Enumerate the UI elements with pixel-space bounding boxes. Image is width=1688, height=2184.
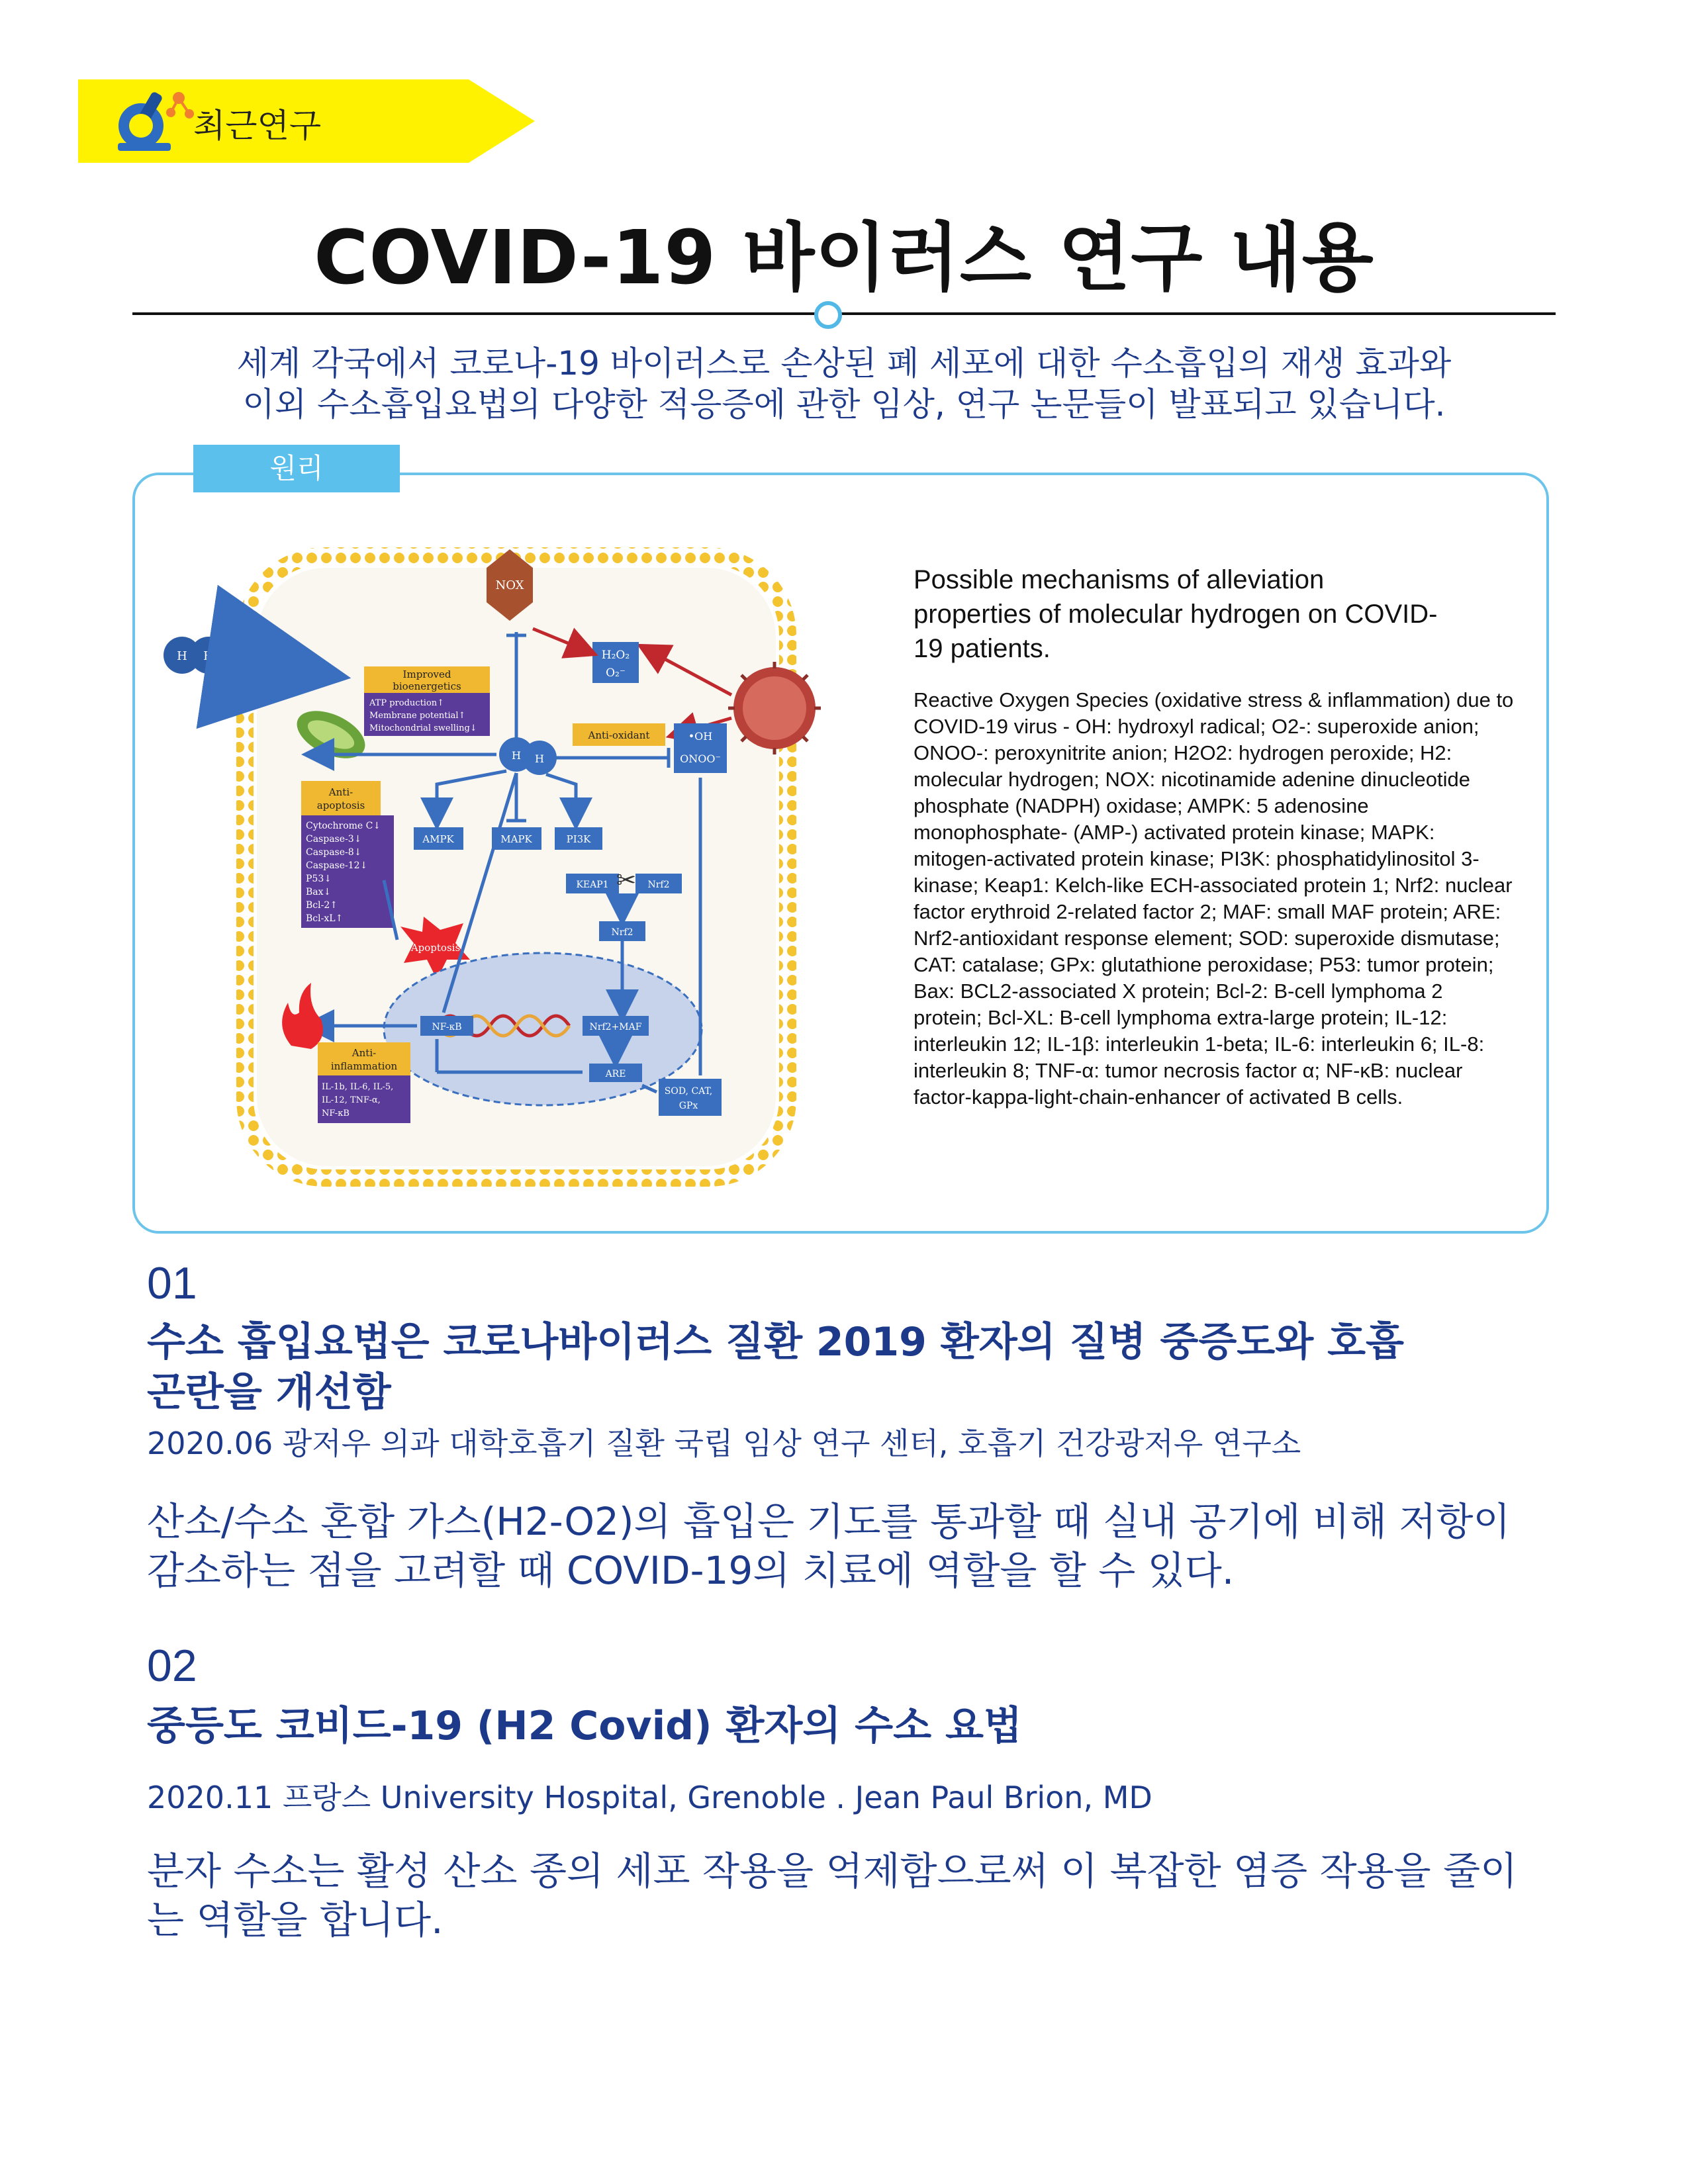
svg-text:bioenergetics: bioenergetics: [393, 680, 461, 692]
svg-text:Apoptosis: Apoptosis: [410, 942, 461, 954]
nox-label: NOX: [495, 578, 524, 592]
item-paragraph-line: 감소하는 점을 고려할 때 COVID-19의 치료에 역할을 할 수 있다.: [147, 1548, 1235, 1593]
intro-line-2: 이외 수소흡입요법의 다양한 적응증에 관한 임상, 연구 논문들이 발표되고 있습니다.: [242, 385, 1446, 424]
svg-text:P53↓: P53↓: [306, 874, 332, 884]
section-tag-label: 최근연구: [193, 107, 322, 145]
item-number: 01: [147, 1258, 197, 1308]
svg-text:Bax↓: Bax↓: [306, 887, 332, 897]
divider-dot-icon: [814, 301, 842, 329]
intro-text: [0, 343, 1688, 425]
svg-text:MAPK: MAPK: [500, 833, 532, 845]
svg-text:ARE: ARE: [605, 1069, 626, 1079]
svg-text:Anti-oxidant: Anti-oxidant: [588, 729, 650, 741]
item-number: 02: [147, 1641, 197, 1691]
figure-caption-body: Reactive Oxygen Species (oxidative stress & inflammation) due to COVID-19 virus - OH: hydroxyl radical; O2-: superoxide anion; ONOO-: peroxynitrite anion; H2O2: hydrogen peroxide; H2: molecular hydrogen; NOX: nicotinamide adenine dinucleotide phosphate (NADPH) oxidase; AMPK: 5 adenosine monophosphate- (AMP-) activated protein kinase; MAPK: mitogen-activated protein kinase; PI3K: phosphatidylinositol 3-kinase; Keap1: Kelch-like ECH-associated protein 1; Nrf2: nuclear factor erythroid 2-related factor 2; MAF: small MAF protein; ARE: Nrf2-antioxidant response element; SOD: superoxide dismutase; CAT: catalase; GPx: glutathione peroxidase; P53: tumor protein; Bax: BCL2-associated X protein; Bcl-2: B-cell lymphoma 2 protein; Bcl-XL: B-cell lymphoma extra-large protein; IL-12: interleukin 12; IL-1β: interleukin 1-beta; IL-6: interleukin 6; IL-8: interleukin 8; TNF-α: tumor necrosis factor α; NF-κB: nuclear factor-kappa-light-chain-enhancer of activated B cells.: [914, 688, 1514, 1109]
virus-icon: [728, 662, 821, 754]
svg-text:NF-κB: NF-κB: [322, 1109, 350, 1118]
svg-text:H: H: [177, 649, 187, 663]
intro-line-1: 세계 각국에서 코로나-19 바이러스로 손상된 폐 세포에 대한 수소흡입의 재생 효과와: [236, 344, 1452, 383]
scissors-icon: ✂: [616, 867, 637, 894]
item-heading-line: 수소 흡입요법은 코로나바이러스 질환 2019 환자의 질병 중증도와 호흡: [147, 1319, 1405, 1365]
item-heading-line: 곤란을 개선함: [147, 1369, 391, 1416]
svg-text:KEAP1: KEAP1: [576, 880, 609, 890]
svg-text:AMPK: AMPK: [422, 833, 454, 845]
item-paragraph-line: 산소/수소 혼합 가스(H2-O2)의 흡입은 기도를 통과할 때 실내 공기에 비해 저항이: [147, 1499, 1511, 1544]
svg-text:Bcl-xL↑: Bcl-xL↑: [306, 913, 344, 924]
svg-text:Nrf2+MAF: Nrf2+MAF: [589, 1022, 642, 1032]
svg-text:apoptosis: apoptosis: [316, 799, 365, 811]
item-heading: [147, 1701, 1570, 1751]
svg-text:Anti-: Anti-: [352, 1047, 377, 1059]
svg-text:Membrane potential↑: Membrane potential↑: [369, 711, 466, 721]
item-paragraph: [147, 1497, 1570, 1595]
svg-text:H₂O₂: H₂O₂: [601, 649, 630, 662]
item-heading-line: 중등도 코비드-19 (H2 Covid) 환자의 수소 요법: [147, 1703, 1022, 1749]
svg-text:GPx: GPx: [679, 1101, 698, 1111]
principle-label: 원리: [193, 445, 400, 492]
item-source: 2020.06 광저우 의과 대학호흡기 질환 국립 임상 연구 센터, 호흡기 건강광저우 연구소: [147, 1426, 1301, 1461]
svg-text:IL-12, TNF-α,: IL-12, TNF-α,: [322, 1095, 381, 1105]
svg-text:ONOO⁻: ONOO⁻: [680, 752, 721, 765]
svg-text:O₂⁻: O₂⁻: [606, 666, 626, 680]
svg-text:•OH: •OH: [688, 730, 713, 743]
svg-text:Caspase-3↓: Caspase-3↓: [306, 834, 362, 844]
svg-text:Nrf2: Nrf2: [611, 927, 633, 938]
svg-text:Caspase-8↓: Caspase-8↓: [306, 847, 362, 858]
svg-text:Mitochondrial swelling↓: Mitochondrial swelling↓: [369, 723, 477, 733]
svg-text:NF-κB: NF-κB: [432, 1022, 462, 1032]
mechanism-diagram: [159, 536, 821, 1218]
svg-text:H: H: [512, 749, 521, 762]
item-heading: [147, 1317, 1570, 1418]
svg-text:H: H: [203, 649, 214, 663]
svg-text:Nrf2: Nrf2: [647, 880, 670, 890]
item-paragraph-line: 는 역할을 합니다.: [147, 1897, 444, 1942]
title-divider: [132, 312, 1556, 315]
item-paragraph: [147, 1846, 1570, 1944]
item-paragraph-line: 분자 수소는 활성 산소 종의 세포 작용을 억제함으로써 이 복잡한 염증 작용을 줄이: [147, 1848, 1518, 1893]
mechanism-diagram-svg: [159, 536, 821, 1218]
svg-text:Cytochrome C↓: Cytochrome C↓: [306, 821, 381, 831]
svg-text:inflammation: inflammation: [330, 1060, 398, 1072]
improved-title: Improved: [402, 668, 451, 680]
svg-text:ATP production↑: ATP production↑: [369, 698, 445, 708]
page-title: COVID-19 바이러스 연구 내용: [314, 215, 1374, 301]
svg-text:SOD, CAT,: SOD, CAT,: [664, 1086, 713, 1097]
svg-text:IL-1b, IL-6, IL-5,: IL-1b, IL-6, IL-5,: [322, 1082, 394, 1092]
svg-text:Caspase-12↓: Caspase-12↓: [306, 860, 368, 871]
item-source: 2020.11 프랑스 University Hospital, Grenoble . Jean Paul Brion, MD: [147, 1780, 1152, 1815]
svg-text:PI3K: PI3K: [566, 833, 591, 845]
figure-caption-title: Possible mechanisms of alleviation properties of molecular hydrogen on COVID-19 patients.: [914, 565, 1438, 663]
h2-molecule-outside: [164, 637, 227, 674]
svg-text:Bcl-2↑: Bcl-2↑: [306, 900, 338, 911]
svg-text:Anti-: Anti-: [328, 786, 353, 798]
svg-text:H: H: [535, 752, 544, 765]
